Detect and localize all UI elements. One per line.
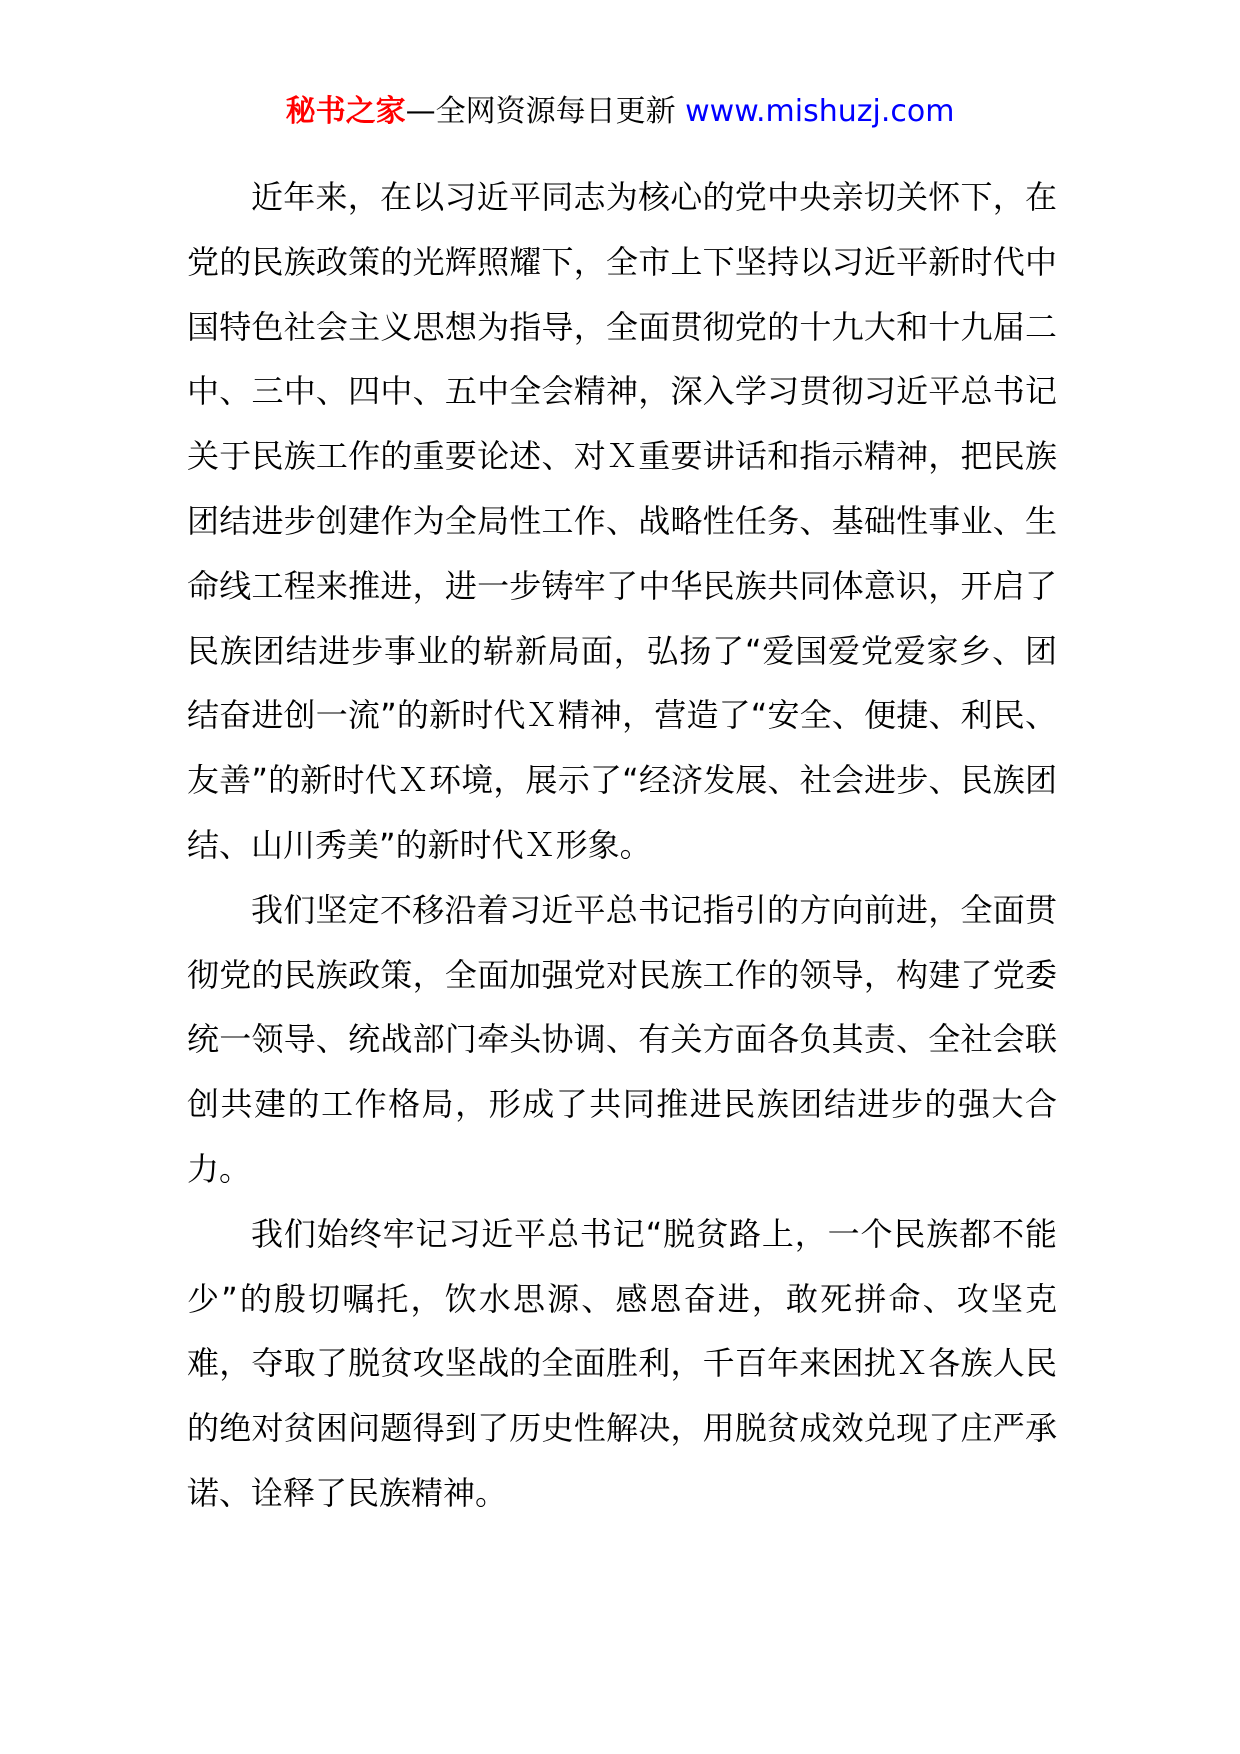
site-brand: 秘书之家 [285, 94, 406, 129]
paragraph: 近年来，在以习近平同志为核心的党中央亲切关怀下，在党的民族政策的光辉照耀下，全市上下坚持以习近平新时代中国特色社会主义思想为指导，全面贯彻党的十九大和十九届二中、三中、四中、五中全会精神，深入学习贯彻习近平总书记关于民族工作的重要论述、对Ｘ重要讲话和指示精神，把民族团结进步创建作为全局性工作、战略性任务、基础性事业、生命线工程来推进，进一步铸牢了中华民族共同体意识，开启了民族团结进步事业的崭新局面，弘扬了“爱国爱党爱家乡、团结奋进创一流”的新时代Ｘ精神，营造了“安全、便捷、利民、友善”的新时代Ｘ环境，展示了“经济发展、社会进步、民族团结、山川秀美”的新时代Ｘ形象。 [187, 178, 1057, 864]
paragraph: 我们坚定不移沿着习近平总书记指引的方向前进，全面贯彻党的民族政策，全面加强党对民族工作的领导，构建了党委统一领导、统战部门牵头协调、有关方面各负其责、全社会联创共建的工作格局，形成了共同推进民族团结进步的强大合力。 [187, 890, 1057, 1188]
site-tagline: —全网资源每日更新 [405, 94, 686, 129]
page-header [0, 92, 1240, 132]
site-url[interactable]: www.mishuzj.com [685, 94, 955, 129]
document-body [187, 165, 1057, 1526]
paragraph: 我们始终牢记习近平总书记“脱贫路上，一个民族都不能少”的殷切嘱托，饮水思源、感恩奋进，敢死拼命、攻坚克难，夺取了脱贫攻坚战的全面胜利，千百年来困扰Ｘ各族人民的绝对贫困问题得到了历史性解决，用脱贫成效兑现了庄严承诺、诠释了民族精神。 [187, 1214, 1057, 1512]
